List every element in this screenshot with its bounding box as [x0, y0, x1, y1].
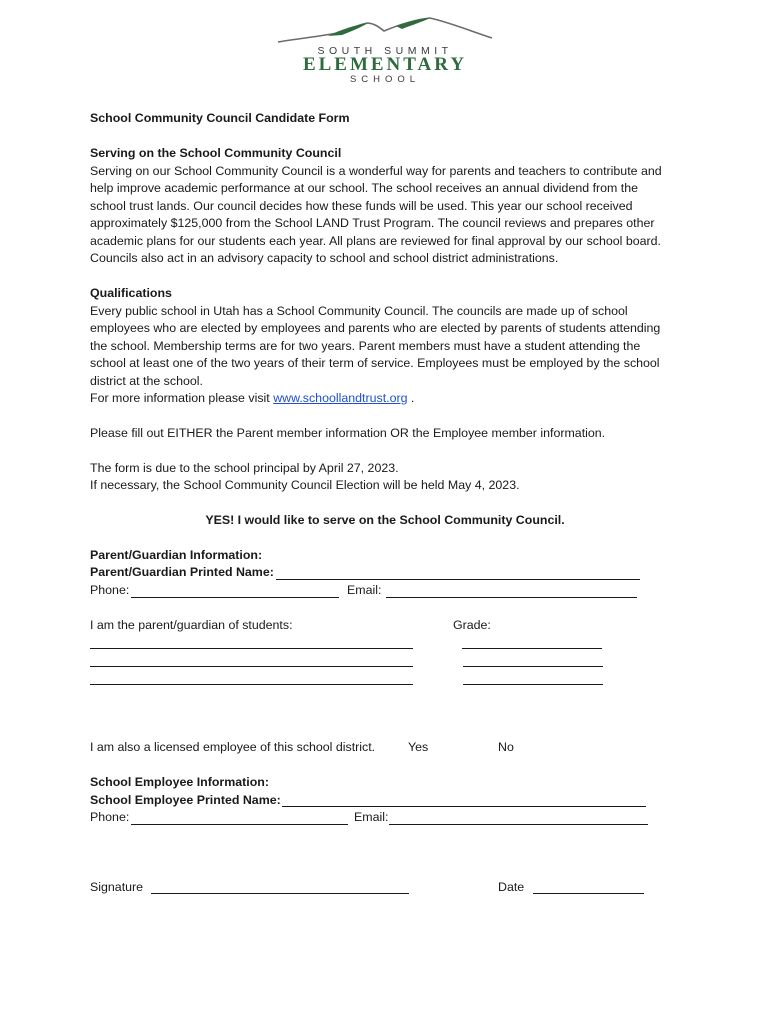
serving-line: Councils also act in an advisory capacity to school and school district administrations. [90, 251, 559, 266]
serving-line: Serving on our School Community Council is a wonderful way for parents and teachers to contribute and [90, 164, 662, 178]
employee-email-field[interactable] [389, 824, 648, 825]
parent-email-label: Email: [347, 583, 382, 597]
more-info-prefix: For more information please visit [90, 391, 274, 406]
schoollandtrust-link[interactable]: www.schoollandtrust.org [273, 391, 408, 406]
logo-line2: ELEMENTARY [302, 54, 468, 75]
parent-printed-name-field[interactable] [276, 579, 640, 580]
student-name-field[interactable] [90, 684, 413, 685]
student-name-field[interactable] [90, 648, 413, 649]
qualifications-line: Every public school in Utah has a School Community Council. The councils are made up of school [90, 304, 628, 318]
more-info-suffix: . [407, 391, 415, 406]
employee-heading: School Employee Information: [90, 775, 269, 789]
serving-line: academic plans for our students each year. All plans are reviewed for final approval by our school board. [90, 233, 661, 248]
student-grade-field[interactable] [463, 684, 603, 685]
parent-phone-label: Phone: [90, 583, 130, 597]
date-field[interactable] [533, 893, 644, 894]
logo-line1: SOUTH SUMMIT [317, 45, 453, 57]
students-label: I am the parent/guardian of students: [90, 618, 293, 632]
logo-line3: SCHOOL [349, 74, 421, 85]
serving-line: help improve academic performance at our school. The school receives an annual dividend from the [90, 181, 639, 196]
qualifications-line: employees who are elected by employees and parents who are elected by parents of students attending [90, 321, 661, 336]
student-grade-field[interactable] [463, 666, 603, 667]
qualifications-line: district at the school. [90, 373, 203, 388]
yes-statement: YES! I would like to serve on the School Community Council. [205, 513, 565, 527]
signature-field[interactable] [151, 893, 409, 894]
employee-phone-label: Phone: [90, 810, 130, 824]
employee-printed-name-field[interactable] [282, 806, 646, 807]
due-date-text: The form is due to the school principal by April 27, 2023. [90, 461, 399, 475]
parent-email-field[interactable] [386, 597, 637, 598]
instruction-text: Please fill out EITHER the Parent member information OR the Employee member information. [90, 426, 606, 440]
licensed-question: I am also a licensed employee of this school district. [90, 740, 376, 754]
qualifications-heading: Qualifications [90, 286, 172, 300]
parent-printed-name-label: Parent/Guardian Printed Name: [90, 565, 274, 579]
election-date-text: If necessary, the School Community Council Election will be held May 4, 2023. [90, 478, 520, 492]
student-grade-field[interactable] [462, 648, 602, 649]
qualifications-line: the school. Membership terms are for two years. Parent members must have a student attending the [90, 338, 641, 353]
grade-label: Grade: [453, 618, 491, 632]
serving-line: school trust lands. Our council decides how these funds will be used. This year our school received [90, 198, 633, 213]
serving-heading: Serving on the School Community Council [90, 146, 342, 160]
signature-label: Signature [90, 880, 144, 894]
serving-line: approximately $125,000 from the School LAND Trust Program. The council reviews and prepares other [90, 216, 655, 231]
qualifications-line: school at least one of the two years of their term of service. Employees must be employed by the school [90, 356, 660, 371]
parent-phone-field[interactable] [131, 597, 339, 598]
employee-phone-field[interactable] [131, 824, 348, 825]
date-label: Date [498, 880, 525, 894]
more-info-line [90, 390, 690, 407]
employee-email-label: Email: [354, 810, 389, 824]
serving-paragraph [90, 163, 690, 267]
qualifications-paragraph [90, 303, 690, 407]
licensed-yes-option[interactable]: Yes [408, 740, 429, 754]
student-name-field[interactable] [90, 666, 413, 667]
employee-printed-name-label: School Employee Printed Name: [90, 793, 281, 807]
form-title: School Community Council Candidate Form [90, 111, 350, 125]
licensed-no-option[interactable]: No [498, 740, 514, 754]
school-logo [272, 14, 498, 86]
mountain-logo-icon [272, 14, 498, 86]
parent-heading: Parent/Guardian Information: [90, 548, 263, 562]
